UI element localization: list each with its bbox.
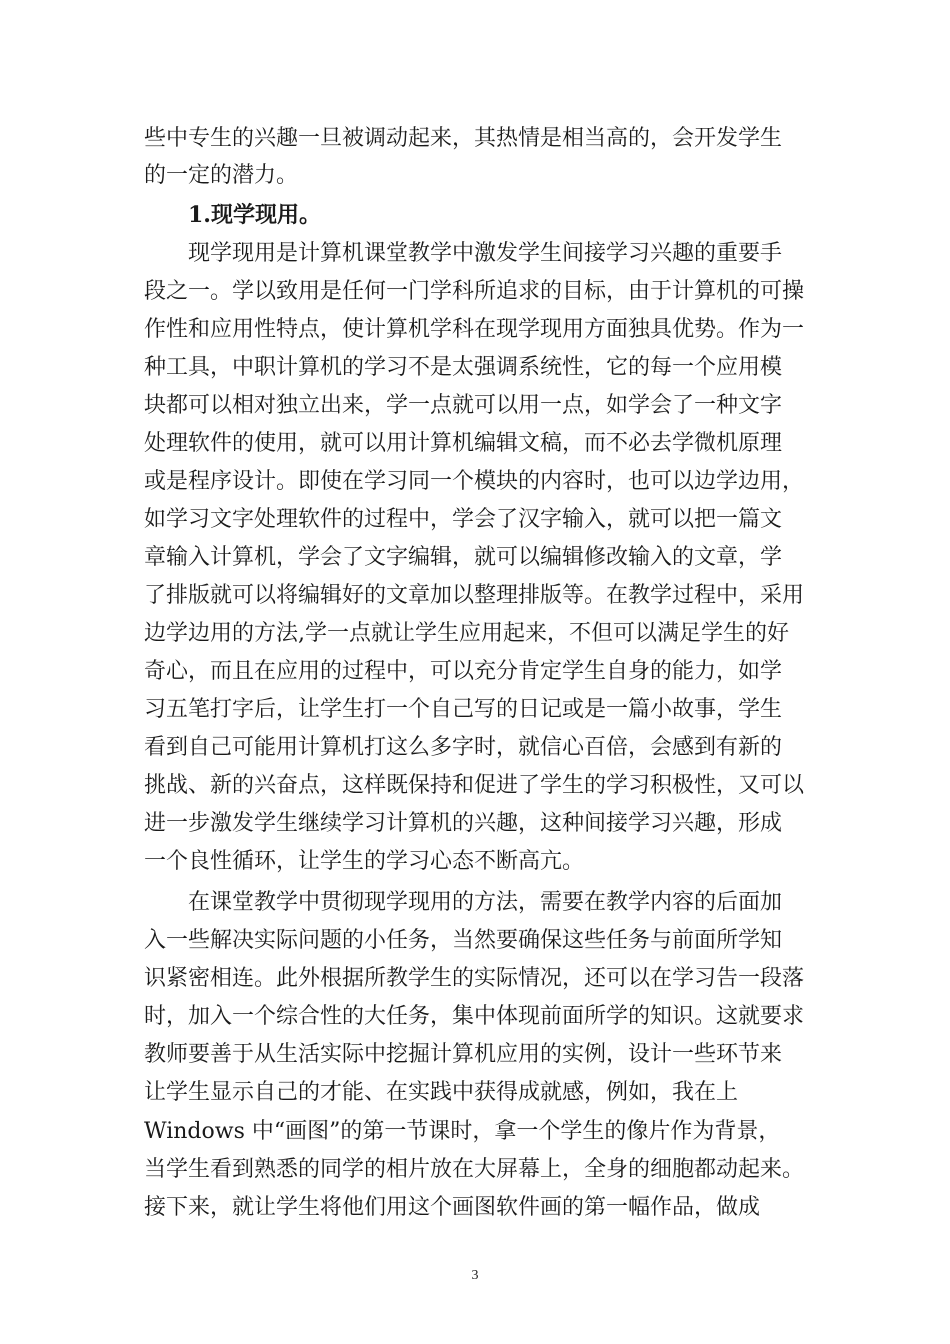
text-line: 习五笔打字后，让学生打一个自己写的日记或是一篇小故事，学生	[144, 697, 783, 722]
text-line: 或是程序设计。即使在学习同一个模块的内容时，也可以边学边用，	[144, 469, 805, 494]
text-line: 作性和应用性特点，使计算机学科在现学现用方面独具优势。作为一	[144, 317, 805, 342]
page-number: 3	[471, 1268, 479, 1283]
text-line: 处理软件的使用，就可以用计算机编辑文稿，而不必去学微机原理	[144, 431, 783, 456]
text-line: 的一定的潜力。	[144, 163, 299, 188]
text-line: 奇心，而且在应用的过程中，可以充分肯定学生自身的能力，如学	[144, 659, 783, 684]
text-line: 当学生看到熟悉的同学的相片放在大屏幕上，全身的细胞都动起来。	[144, 1157, 805, 1182]
text-line: 入一些解决实际问题的小任务，当然要确保这些任务与前面所学知	[144, 928, 783, 953]
text-line: 识紧密相连。此外根据所教学生的实际情况，还可以在学习告一段落	[144, 966, 805, 991]
text-line: 如学习文字处理软件的过程中，学会了汉字输入，就可以把一篇文	[144, 507, 783, 532]
text-line: 章输入计算机，学会了文字编辑，就可以编辑修改输入的文章，学	[144, 545, 783, 570]
text-line: 挑战、新的兴奋点，这样既保持和促进了学生的学习积极性，又可以	[144, 773, 805, 798]
text-line: 教师要善于从生活实际中挖掘计算机应用的实例，设计一些环节来	[144, 1042, 783, 1067]
text-line: 段之一。学以致用是任何一门学科所追求的目标，由于计算机的可操	[144, 279, 805, 304]
text-line: 时，加入一个综合性的大任务，集中体现前面所学的知识。这就要求	[144, 1004, 805, 1029]
text-line: 一个良性循环，让学生的学习心态不断高亢。	[144, 849, 585, 874]
text-line: 进一步激发学生继续学习计算机的兴趣，这种间接学习兴趣，形成	[144, 811, 783, 836]
text-line: 块都可以相对独立出来，学一点就可以用一点，如学会了一种文字	[144, 393, 783, 418]
text-line: Windows 中“画图”的第一节课时，拿一个学生的像片作为背景，	[144, 1119, 781, 1144]
section-heading: 1.现学现用。	[188, 202, 321, 228]
text-line: 看到自己可能用计算机打这么多字时，就信心百倍，会感到有新的	[144, 735, 783, 760]
text-line: 接下来，就让学生将他们用这个画图软件画的第一幅作品，做成	[144, 1195, 761, 1220]
paragraph-first-line: 在课堂教学中贯彻现学现用的方法，需要在教学内容的后面加	[188, 890, 783, 915]
text-line: 让学生显示自己的才能、在实践中获得成就感，例如，我在上	[144, 1080, 739, 1105]
text-line: 些中专生的兴趣一旦被调动起来，其热情是相当高的，会开发学生	[144, 126, 783, 151]
text-line: 了排版就可以将编辑好的文章加以整理排版等。在教学过程中，采用	[144, 583, 805, 608]
paragraph-first-line: 现学现用是计算机课堂教学中激发学生间接学习兴趣的重要手	[188, 241, 783, 266]
text-line: 边学边用的方法,学一点就让学生应用起来，不但可以满足学生的好	[144, 621, 789, 646]
text-line: 种工具，中职计算机的学习不是太强调系统性，它的每一个应用模	[144, 355, 783, 380]
